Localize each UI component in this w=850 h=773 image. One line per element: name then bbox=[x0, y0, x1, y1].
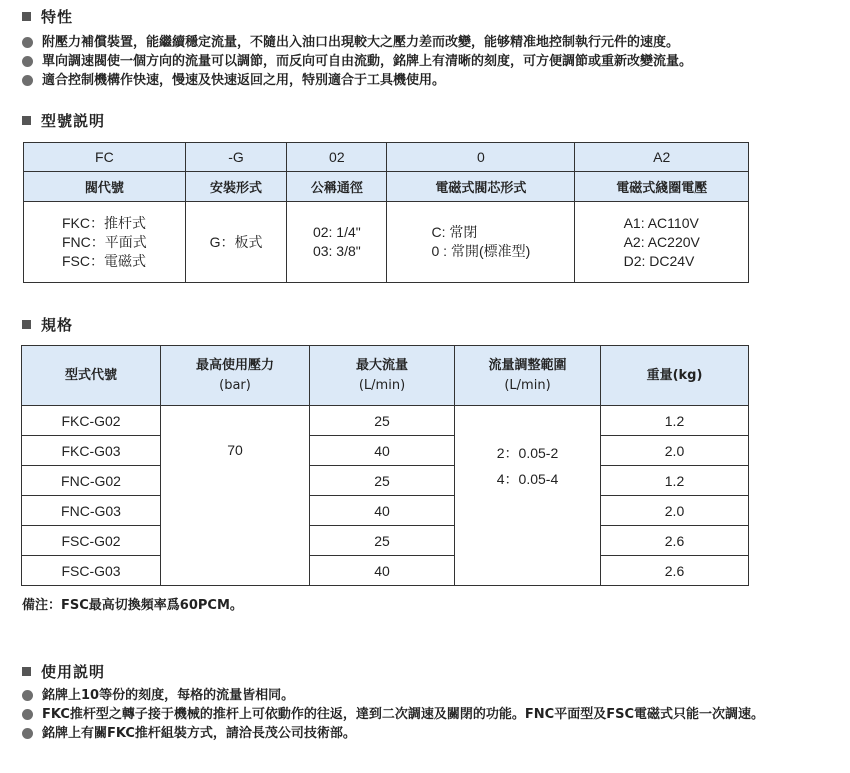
square-bullet-icon bbox=[22, 116, 31, 125]
flow-cell: 25 bbox=[310, 406, 455, 436]
list-item: FKC推杆型之轉子接于機械的推杆上可依動作的往返，達到二次調速及關閉的功能。FNC平面型及FSC電磁式只能一次調速。 bbox=[22, 705, 832, 724]
flow-cell: 25 bbox=[310, 466, 455, 496]
weight-cell: 2.0 bbox=[601, 436, 749, 466]
usage-heading bbox=[22, 661, 105, 682]
usage-title: 使用説明 bbox=[41, 663, 106, 681]
range-cell: 2：0.05-2 4：0.05-4 bbox=[455, 406, 601, 586]
code-cell: 02 bbox=[287, 143, 387, 172]
model-cell: FKC-G02 bbox=[22, 406, 161, 436]
bullet-dot-icon bbox=[22, 690, 33, 701]
header-cell: 流量調整範圍 (L/min) bbox=[455, 346, 601, 406]
pressure-cell: 70 bbox=[161, 406, 310, 586]
header-cell: 重量(kg) bbox=[601, 346, 749, 406]
bullet-dot-icon bbox=[22, 709, 33, 720]
list-item: 銘牌上10等份的刻度，每格的流量皆相同。 bbox=[22, 686, 832, 705]
label-cell: 安裝形式 bbox=[185, 172, 287, 202]
list-item: 附壓力補償裝置，能繼續穩定流量，不隨出入油口出現較大之壓力差而改變，能够精准地控制執行元件的速度。 bbox=[22, 33, 692, 52]
size-options: 02: 1/4" 03: 3/8" bbox=[287, 202, 387, 283]
weight-cell: 2.6 bbox=[601, 526, 749, 556]
code-cell: -G bbox=[185, 143, 287, 172]
flow-cell: 40 bbox=[310, 496, 455, 526]
usage-list bbox=[22, 686, 832, 743]
spec-title: 規格 bbox=[41, 316, 74, 334]
weight-cell: 2.0 bbox=[601, 496, 749, 526]
bullet-dot-icon bbox=[22, 728, 33, 739]
spec-note: 備注：FSC最高切換頻率爲60PCM。 bbox=[22, 598, 243, 613]
bullet-dot-icon bbox=[22, 56, 33, 67]
table-row bbox=[22, 466, 749, 496]
label-cell: 閥代號 bbox=[24, 172, 186, 202]
model-code-table bbox=[23, 142, 749, 283]
label-cell: 公稱通徑 bbox=[287, 172, 387, 202]
spec-table bbox=[21, 345, 749, 586]
features-list bbox=[22, 33, 692, 90]
model-cell: FSC-G02 bbox=[22, 526, 161, 556]
label-cell: 電磁式閥芯形式 bbox=[387, 172, 575, 202]
table-header-row bbox=[22, 346, 749, 406]
flow-cell: 25 bbox=[310, 526, 455, 556]
header-cell: 型式代號 bbox=[22, 346, 161, 406]
header-cell: 最高使用壓力 (bar) bbox=[161, 346, 310, 406]
features-title: 特性 bbox=[41, 8, 74, 26]
table-row bbox=[22, 526, 749, 556]
square-bullet-icon bbox=[22, 667, 31, 676]
square-bullet-icon bbox=[22, 12, 31, 21]
model-title: 型號説明 bbox=[41, 112, 106, 130]
model-cell: FNC-G03 bbox=[22, 496, 161, 526]
header-cell: 最大流量 (L/min) bbox=[310, 346, 455, 406]
table-row bbox=[22, 436, 749, 466]
square-bullet-icon bbox=[22, 320, 31, 329]
model-cell: FSC-G03 bbox=[22, 556, 161, 586]
table-row bbox=[22, 496, 749, 526]
list-item: 銘牌上有關FKC推杆組裝方式，請洽長茂公司技術部。 bbox=[22, 724, 832, 743]
weight-cell: 1.2 bbox=[601, 466, 749, 496]
list-item: 單向調速閥使一個方向的流量可以調節，而反向可自由流動，銘牌上有清晰的刻度，可方便調節或重新改變流量。 bbox=[22, 52, 692, 71]
voltage-options: A1: AC110V A2: AC220V D2: DC24V bbox=[575, 202, 749, 283]
code-cell: A2 bbox=[575, 143, 749, 172]
flow-cell: 40 bbox=[310, 556, 455, 586]
flow-cell: 40 bbox=[310, 436, 455, 466]
valve-code-options: FKC：推杆式 FNC：平面式 FSC：電磁式 bbox=[24, 202, 186, 283]
bullet-dot-icon bbox=[22, 37, 33, 48]
model-heading bbox=[22, 110, 105, 131]
spec-heading bbox=[22, 314, 73, 335]
table-row bbox=[22, 406, 749, 436]
table-row bbox=[22, 556, 749, 586]
features-heading bbox=[22, 6, 73, 27]
label-cell: 電磁式綫圈電壓 bbox=[575, 172, 749, 202]
mounting-options: G：板式 bbox=[185, 202, 287, 283]
weight-cell: 2.6 bbox=[601, 556, 749, 586]
code-cell: 0 bbox=[387, 143, 575, 172]
spool-options: C: 常閉 0 : 常開(標准型) bbox=[387, 202, 575, 283]
model-cell: FNC-G02 bbox=[22, 466, 161, 496]
weight-cell: 1.2 bbox=[601, 406, 749, 436]
options-row bbox=[24, 202, 749, 283]
list-item: 適合控制機構作快速，慢速及快速返回之用，特別適合于工具機使用。 bbox=[22, 71, 692, 90]
bullet-dot-icon bbox=[22, 75, 33, 86]
code-cell: FC bbox=[24, 143, 186, 172]
code-row bbox=[24, 143, 749, 172]
label-row bbox=[24, 172, 749, 202]
model-cell: FKC-G03 bbox=[22, 436, 161, 466]
